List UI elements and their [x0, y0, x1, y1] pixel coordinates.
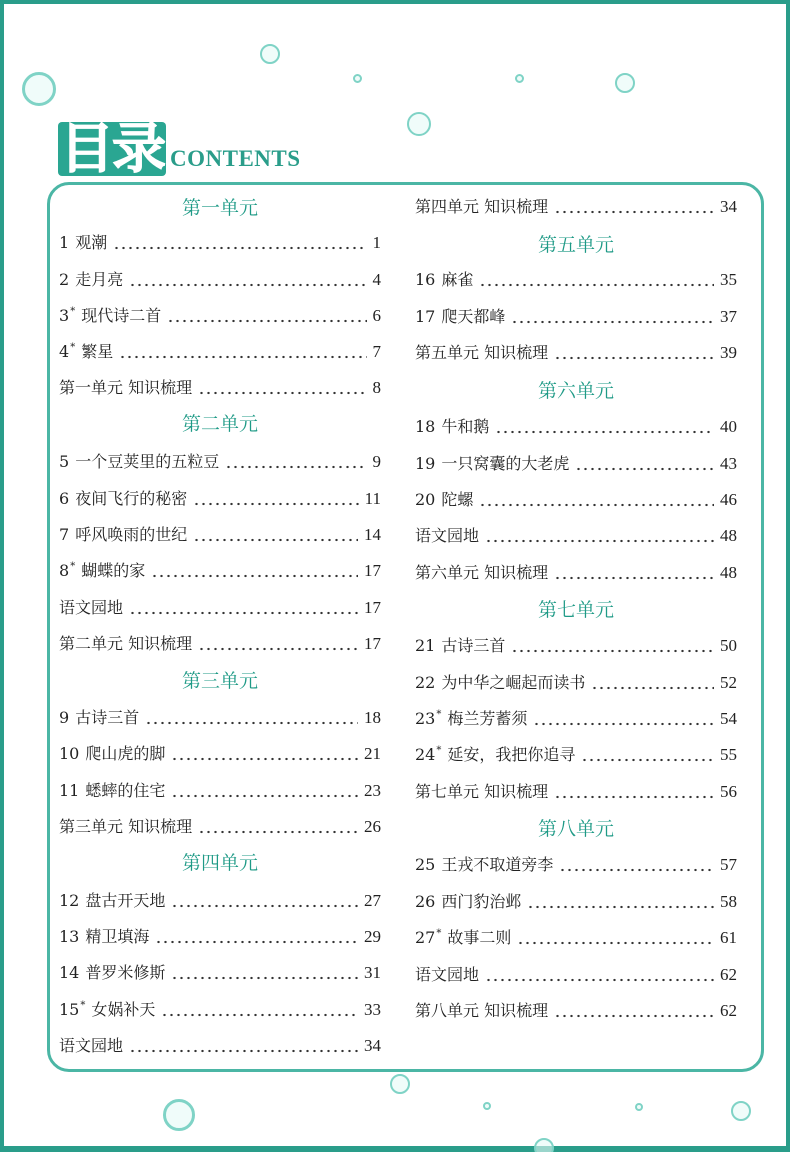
page-number: 58: [720, 892, 737, 911]
dot-leader: [198, 381, 366, 395]
entry-title: 第二单元 知识梳理: [59, 634, 193, 653]
lesson-number: [59, 961, 79, 985]
toc-entry[interactable]: [59, 889, 381, 913]
page-number: 43: [720, 454, 737, 473]
dot-leader: [171, 966, 358, 980]
optional-lesson-star-icon: *: [70, 561, 76, 572]
dot-leader: [517, 931, 714, 945]
lesson-number: [59, 559, 75, 583]
page-number: 8: [372, 378, 381, 397]
toc-entry[interactable]: [59, 1034, 381, 1058]
lesson-number: [415, 926, 441, 950]
dot-leader: [171, 784, 358, 798]
entry-title: 古诗三首: [441, 636, 506, 655]
entry-title: 第七单元 知识梳理: [415, 782, 549, 801]
entry-title: 语文园地: [415, 965, 480, 984]
toc-entry[interactable]: [415, 743, 737, 767]
dot-leader: [485, 968, 714, 982]
entry-title: 西门豹治邺: [441, 892, 522, 911]
toc-entry[interactable]: [59, 450, 381, 474]
entry-title: 第五单元 知识梳理: [415, 343, 549, 362]
optional-lesson-star-icon: *: [436, 745, 442, 756]
bubble-decoration: [483, 1102, 491, 1110]
page-number: 46: [720, 490, 737, 509]
toc-entry[interactable]: [59, 304, 381, 328]
page-number: 4: [372, 270, 381, 289]
page-number: 7: [372, 342, 381, 361]
entry-title: 第八单元 知识梳理: [415, 1001, 549, 1020]
entry-title: 蟋蟀的住宅: [85, 781, 166, 800]
unit-title: 第六单元: [537, 380, 614, 402]
optional-lesson-star-icon: *: [436, 928, 442, 939]
toc-entry[interactable]: [59, 706, 381, 730]
toc-entry[interactable]: [415, 195, 737, 219]
lesson-number-text: 23: [415, 709, 436, 728]
page-number: 40: [720, 417, 737, 436]
dot-leader: [527, 895, 714, 909]
entry-title: 为中华之崛起而读书: [441, 673, 586, 692]
lesson-number-text: 1: [59, 233, 70, 252]
entry-title: 爬天都峰: [441, 307, 506, 326]
entry-title: 第六单元 知识梳理: [415, 563, 549, 582]
lesson-number: [415, 415, 435, 439]
lesson-number: [415, 671, 435, 695]
toc-heading: [58, 117, 301, 180]
toc-entry[interactable]: [415, 634, 737, 658]
entry-title: 第一单元 知识梳理: [59, 378, 193, 397]
entry-title: 第三单元 知识梳理: [59, 817, 193, 836]
dot-leader: [155, 930, 358, 944]
lesson-number-text: 10: [59, 744, 80, 763]
lesson-number: [59, 304, 75, 328]
page-number: 62: [720, 1001, 737, 1020]
entry-title: 一只窝囊的大老虎: [441, 454, 570, 473]
dot-leader: [167, 309, 366, 323]
lesson-number: [59, 487, 69, 511]
toc-entry[interactable]: [59, 559, 381, 583]
page-number: 34: [364, 1036, 381, 1055]
lesson-number: [59, 231, 69, 255]
toc-entry[interactable]: [59, 596, 381, 620]
entry-title: 普罗米修斯: [85, 963, 166, 982]
bubble-decoration: [515, 74, 524, 83]
dot-leader: [554, 1004, 714, 1018]
entry-title: 梅兰芳蓄须: [447, 709, 528, 728]
lesson-number-text: 19: [415, 454, 436, 473]
lesson-number: [59, 268, 69, 292]
page-number: 17: [364, 598, 381, 617]
entry-title: 第四单元 知识梳理: [415, 197, 549, 216]
lesson-number-text: 6: [59, 489, 70, 508]
dot-leader: [559, 858, 714, 872]
bubble-decoration: [635, 1103, 643, 1111]
entry-title: 语文园地: [59, 1036, 124, 1055]
toc-entry[interactable]: [415, 268, 737, 292]
entry-title: 走月亮: [75, 270, 124, 289]
optional-lesson-star-icon: *: [70, 342, 76, 353]
dot-leader: [554, 346, 714, 360]
toc-entry[interactable]: [415, 780, 737, 804]
dot-leader: [511, 310, 714, 324]
dot-leader: [495, 420, 714, 434]
page-number: 33: [364, 1000, 381, 1019]
page-number: 27: [364, 891, 381, 910]
unit-title: 第二单元: [181, 413, 258, 435]
bubble-decoration: [353, 74, 362, 83]
page-number: 31: [364, 963, 381, 982]
page-number: 56: [720, 782, 737, 801]
entry-title: 延安，我把你追寻: [447, 745, 576, 764]
entry-title: 夜间飞行的秘密: [75, 489, 188, 508]
page-number: 6: [372, 306, 381, 325]
toc-entry[interactable]: [59, 340, 381, 364]
page-number: 39: [720, 343, 737, 362]
entry-title: 语文园地: [59, 598, 124, 617]
lesson-number-text: 14: [59, 963, 80, 982]
lesson-number-text: 12: [59, 891, 80, 910]
entry-title: 呼风唤雨的世纪: [75, 525, 188, 544]
toc-entry[interactable]: [415, 890, 737, 914]
lesson-number-text: 22: [415, 673, 436, 692]
dot-leader: [581, 748, 714, 762]
lesson-number: [415, 488, 435, 512]
dot-leader: [193, 528, 358, 542]
dot-leader: [554, 566, 714, 580]
dot-leader: [171, 894, 358, 908]
toc-entry[interactable]: [59, 487, 381, 511]
lesson-number-text: 20: [415, 490, 436, 509]
lesson-number-text: 18: [415, 417, 436, 436]
page-number: 1: [372, 233, 381, 252]
lesson-number-text: 24: [415, 745, 436, 764]
dot-leader: [511, 639, 714, 653]
dot-leader: [225, 455, 366, 469]
toc-entry[interactable]: [59, 961, 381, 985]
lesson-number: [415, 268, 435, 292]
lesson-number-text: 8: [59, 561, 70, 580]
entry-title: 古诗三首: [75, 708, 140, 727]
page-number: 37: [720, 307, 737, 326]
lesson-number-text: 2: [59, 270, 70, 289]
toc-entry[interactable]: [59, 998, 381, 1022]
dot-leader: [575, 457, 714, 471]
lesson-number: [415, 890, 435, 914]
unit-title: 第五单元: [537, 234, 614, 256]
toc-entry[interactable]: [415, 524, 737, 548]
toc-entry[interactable]: [59, 268, 381, 292]
dot-leader: [554, 785, 714, 799]
lesson-number-text: 7: [59, 525, 70, 544]
lesson-number: [59, 998, 85, 1022]
page-number: 21: [364, 744, 381, 763]
entry-title: 繁星: [81, 342, 114, 361]
bubble-decoration: [615, 73, 635, 93]
unit-title: 第四单元: [181, 852, 258, 874]
lesson-number-text: 9: [59, 708, 70, 727]
dot-leader: [151, 564, 358, 578]
dot-leader: [129, 273, 366, 287]
entry-title: 观潮: [75, 233, 108, 252]
entry-title: 陀螺: [441, 490, 474, 509]
lesson-number-text: 5: [59, 452, 70, 471]
lesson-number-text: 27: [415, 928, 436, 947]
bubble-decoration: [163, 1099, 195, 1131]
page-number: 48: [720, 563, 737, 582]
page-number: 52: [720, 673, 737, 692]
lesson-number: [59, 779, 79, 803]
unit-title: 第一单元: [181, 197, 258, 219]
page-number: 11: [364, 489, 381, 508]
lesson-number-text: 13: [59, 927, 80, 946]
lesson-number: [415, 707, 441, 731]
lesson-number-text: 26: [415, 892, 436, 911]
page-number: 26: [364, 817, 381, 836]
dot-leader: [198, 820, 358, 834]
lesson-number: [415, 853, 435, 877]
lesson-number: [59, 340, 75, 364]
bubble-decoration: [390, 1074, 410, 1094]
dot-leader: [533, 712, 714, 726]
toc-entry[interactable]: [59, 376, 381, 400]
optional-lesson-star-icon: *: [436, 709, 442, 720]
page-number: 57: [720, 855, 737, 874]
toc-entry[interactable]: [415, 671, 737, 695]
page-number: 18: [364, 708, 381, 727]
page-number: 23: [364, 781, 381, 800]
page-number: 48: [720, 526, 737, 545]
bubble-decoration: [534, 1138, 554, 1152]
lesson-number: [59, 706, 69, 730]
toc-entry[interactable]: [59, 925, 381, 949]
toc-entry[interactable]: [59, 523, 381, 547]
entry-title: 麻雀: [441, 270, 474, 289]
optional-lesson-star-icon: *: [70, 306, 76, 317]
entry-title: 牛和鹅: [441, 417, 490, 436]
bubble-decoration: [22, 72, 56, 106]
page-number: 34: [720, 197, 737, 216]
entry-title: 王戎不取道旁李: [441, 855, 554, 874]
dot-leader: [193, 492, 358, 506]
entry-title: 盘古开天地: [85, 891, 166, 910]
entry-title: 现代诗二首: [81, 306, 162, 325]
dot-leader: [129, 1039, 358, 1053]
toc-entry[interactable]: [59, 779, 381, 803]
lesson-number: [415, 305, 435, 329]
unit-title: 第三单元: [181, 670, 258, 692]
dot-leader: [554, 200, 714, 214]
lesson-number-text: 3: [59, 306, 70, 325]
page-number: 54: [720, 709, 737, 728]
page-number: 62: [720, 965, 737, 984]
dot-leader: [479, 493, 714, 507]
toc-entry[interactable]: [415, 415, 737, 439]
toc-entry[interactable]: [415, 999, 737, 1023]
toc-entry[interactable]: [415, 963, 737, 987]
lesson-number: [415, 634, 435, 658]
page-number: 55: [720, 745, 737, 764]
toc-entry[interactable]: [415, 561, 737, 585]
entry-title: 语文园地: [415, 526, 480, 545]
dot-leader: [171, 747, 358, 761]
lesson-number: [59, 889, 79, 913]
optional-lesson-star-icon: *: [80, 1000, 86, 1011]
unit-title: 第八单元: [537, 818, 614, 840]
entry-title: 女娲补天: [91, 1000, 156, 1019]
lesson-number-text: 4: [59, 342, 70, 361]
dot-leader: [591, 676, 714, 690]
lesson-number-text: 25: [415, 855, 436, 874]
page-number: 29: [364, 927, 381, 946]
dot-leader: [198, 637, 358, 651]
toc-entry[interactable]: [59, 742, 381, 766]
entry-title: 爬山虎的脚: [85, 744, 166, 763]
page-bottom-border: [4, 1146, 790, 1152]
bubble-decoration: [731, 1101, 751, 1121]
dot-leader: [161, 1003, 358, 1017]
page-top-border: [4, 0, 790, 4]
dot-leader: [485, 529, 714, 543]
lesson-number-text: 16: [415, 270, 436, 289]
dot-leader: [145, 711, 358, 725]
toc-entry[interactable]: [59, 231, 381, 255]
page-number: 50: [720, 636, 737, 655]
lesson-number: [59, 450, 69, 474]
bubble-decoration: [260, 44, 280, 64]
lesson-number: [59, 925, 79, 949]
toc-entry[interactable]: [415, 341, 737, 365]
page-number: 35: [720, 270, 737, 289]
toc-entry[interactable]: [415, 853, 737, 877]
lesson-number-text: 11: [59, 781, 80, 800]
page-number: 17: [364, 634, 381, 653]
toc-entry[interactable]: [59, 632, 381, 656]
entry-title: 精卫填海: [85, 927, 150, 946]
lesson-number-text: 21: [415, 636, 436, 655]
toc-entry[interactable]: [415, 707, 737, 731]
page-number: 9: [372, 452, 381, 471]
toc-entry[interactable]: [415, 305, 737, 329]
entry-title: 一个豆荚里的五粒豆: [75, 452, 220, 471]
dot-leader: [479, 273, 714, 287]
unit-title: 第七单元: [537, 599, 614, 621]
toc-entry[interactable]: [59, 815, 381, 839]
lesson-number: [415, 452, 435, 476]
lesson-number: [415, 743, 441, 767]
page-number: 61: [720, 928, 737, 947]
lesson-number-text: 15: [59, 1000, 80, 1019]
page-number: 14: [364, 525, 381, 544]
lesson-number: [59, 742, 79, 766]
heading-title-cjk: 目录: [60, 117, 164, 180]
dot-leader: [113, 236, 366, 250]
bubble-decoration: [407, 112, 431, 136]
toc-entry[interactable]: [415, 926, 737, 950]
dot-leader: [119, 345, 366, 359]
entry-title: 故事二则: [447, 928, 512, 947]
dot-leader: [129, 601, 358, 615]
heading-title-en: CONTENTS: [170, 146, 301, 171]
lesson-number: [59, 523, 69, 547]
entry-title: 蝴蝶的家: [81, 561, 146, 580]
toc-entry[interactable]: [415, 452, 737, 476]
toc-entry[interactable]: [415, 488, 737, 512]
page-number: 17: [364, 561, 381, 580]
lesson-number-text: 17: [415, 307, 436, 326]
